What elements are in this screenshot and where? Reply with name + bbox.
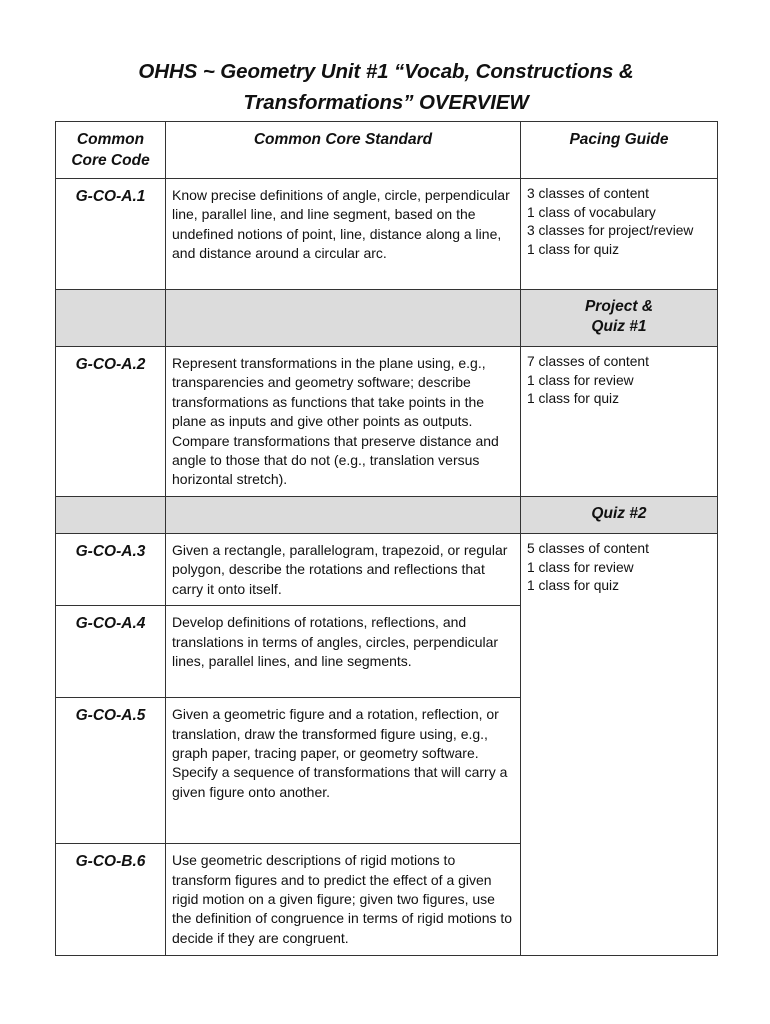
header-common-core-code — [56, 122, 166, 179]
header-code-line-1: Common — [76, 131, 145, 148]
quiz-1-label — [521, 290, 718, 347]
standard-cell — [166, 844, 521, 956]
header-row — [56, 122, 718, 179]
table-row — [56, 179, 718, 290]
code-cell: G-CO-A.2 — [56, 347, 166, 497]
code-cell: G-CO-A.3 — [56, 534, 166, 606]
standard-cell — [166, 347, 521, 497]
pacing-line: 1 class of vocabulary — [527, 204, 656, 220]
title-line-1: OHHS ~ Geometry Unit #1 “Vocab, Constructions & — [138, 60, 634, 83]
empty-cell — [166, 290, 521, 347]
pacing-line: 1 class for quiz — [527, 578, 620, 594]
empty-cell — [166, 497, 521, 534]
standard-text: Represent transformations in the plane using, e.g., transparencies and geometry software; describe transformations as functions that take points in the plane as inputs and give other points as outputs. Compare transformations that preserve distance and angle to those that do not (e.g., translation versus horizontal stretch). — [172, 355, 499, 488]
pacing-line: 1 class for review — [527, 372, 634, 388]
empty-cell — [56, 290, 166, 347]
code-cell: G-CO-A.5 — [56, 698, 166, 844]
table-row — [56, 347, 718, 497]
quiz-2-label: Quiz #2 — [521, 497, 718, 534]
standard-text: Know precise definitions of angle, circle, perpendicular line, parallel line, and line segment, based on the undefined notions of point, line, distance along a line, and distance around a circular arc. — [172, 187, 510, 262]
header-pacing-guide: Pacing Guide — [521, 122, 718, 179]
standard-cell — [166, 534, 521, 606]
pacing-line: 1 class for quiz — [527, 241, 620, 257]
table-row — [56, 534, 718, 606]
pacing-line: 1 class for quiz — [527, 391, 620, 407]
code-cell: G-CO-A.4 — [56, 606, 166, 698]
document-title — [55, 56, 717, 118]
assessment-row-quiz-1 — [56, 290, 718, 347]
standard-cell — [166, 698, 521, 844]
title-line-2: Transformations” OVERVIEW — [243, 91, 529, 114]
quiz-1-line-2: Quiz #1 — [591, 318, 647, 335]
pacing-line: 1 class for review — [527, 559, 634, 575]
quiz-1-line-1: Project & — [584, 298, 654, 315]
standard-text: Given a rectangle, parallelogram, trapezoid, or regular polygon, describe the rotations and reflections that carry it onto itself. — [172, 542, 508, 597]
pacing-cell — [521, 179, 718, 290]
header-code-line-2: Core Code — [71, 152, 150, 169]
code-cell: G-CO-B.6 — [56, 844, 166, 956]
code-cell: G-CO-A.1 — [56, 179, 166, 290]
standard-cell — [166, 179, 521, 290]
standard-text: Given a geometric figure and a rotation, reflection, or translation, draw the transformed figure using, e.g., graph paper, tracing paper, or geometry software. Specify a sequence of transformations that will carry a given figure onto another. — [172, 706, 508, 800]
pacing-cell — [521, 534, 718, 956]
pacing-cell — [521, 347, 718, 497]
pacing-line: 3 classes of content — [527, 186, 649, 201]
pacing-line: 3 classes for project/review — [527, 223, 694, 239]
header-common-core-standard: Common Core Standard — [166, 122, 521, 179]
assessment-row-quiz-2 — [56, 497, 718, 534]
standard-text: Use geometric descriptions of rigid motions to transform figures and to predict the effect of a given rigid motion on a given figure; given two figures, use the definition of congruence in terms of rigid motions to decide if they are congruent. — [172, 852, 513, 946]
pacing-line: 5 classes of content — [527, 541, 649, 556]
standard-text: Develop definitions of rotations, reflections, and translations in terms of angles, circles, perpendicular lines, parallel lines, and line segments. — [172, 614, 499, 670]
empty-cell — [56, 497, 166, 534]
standard-cell — [166, 606, 521, 698]
pacing-line: 7 classes of content — [527, 354, 649, 369]
overview-table — [55, 121, 718, 956]
